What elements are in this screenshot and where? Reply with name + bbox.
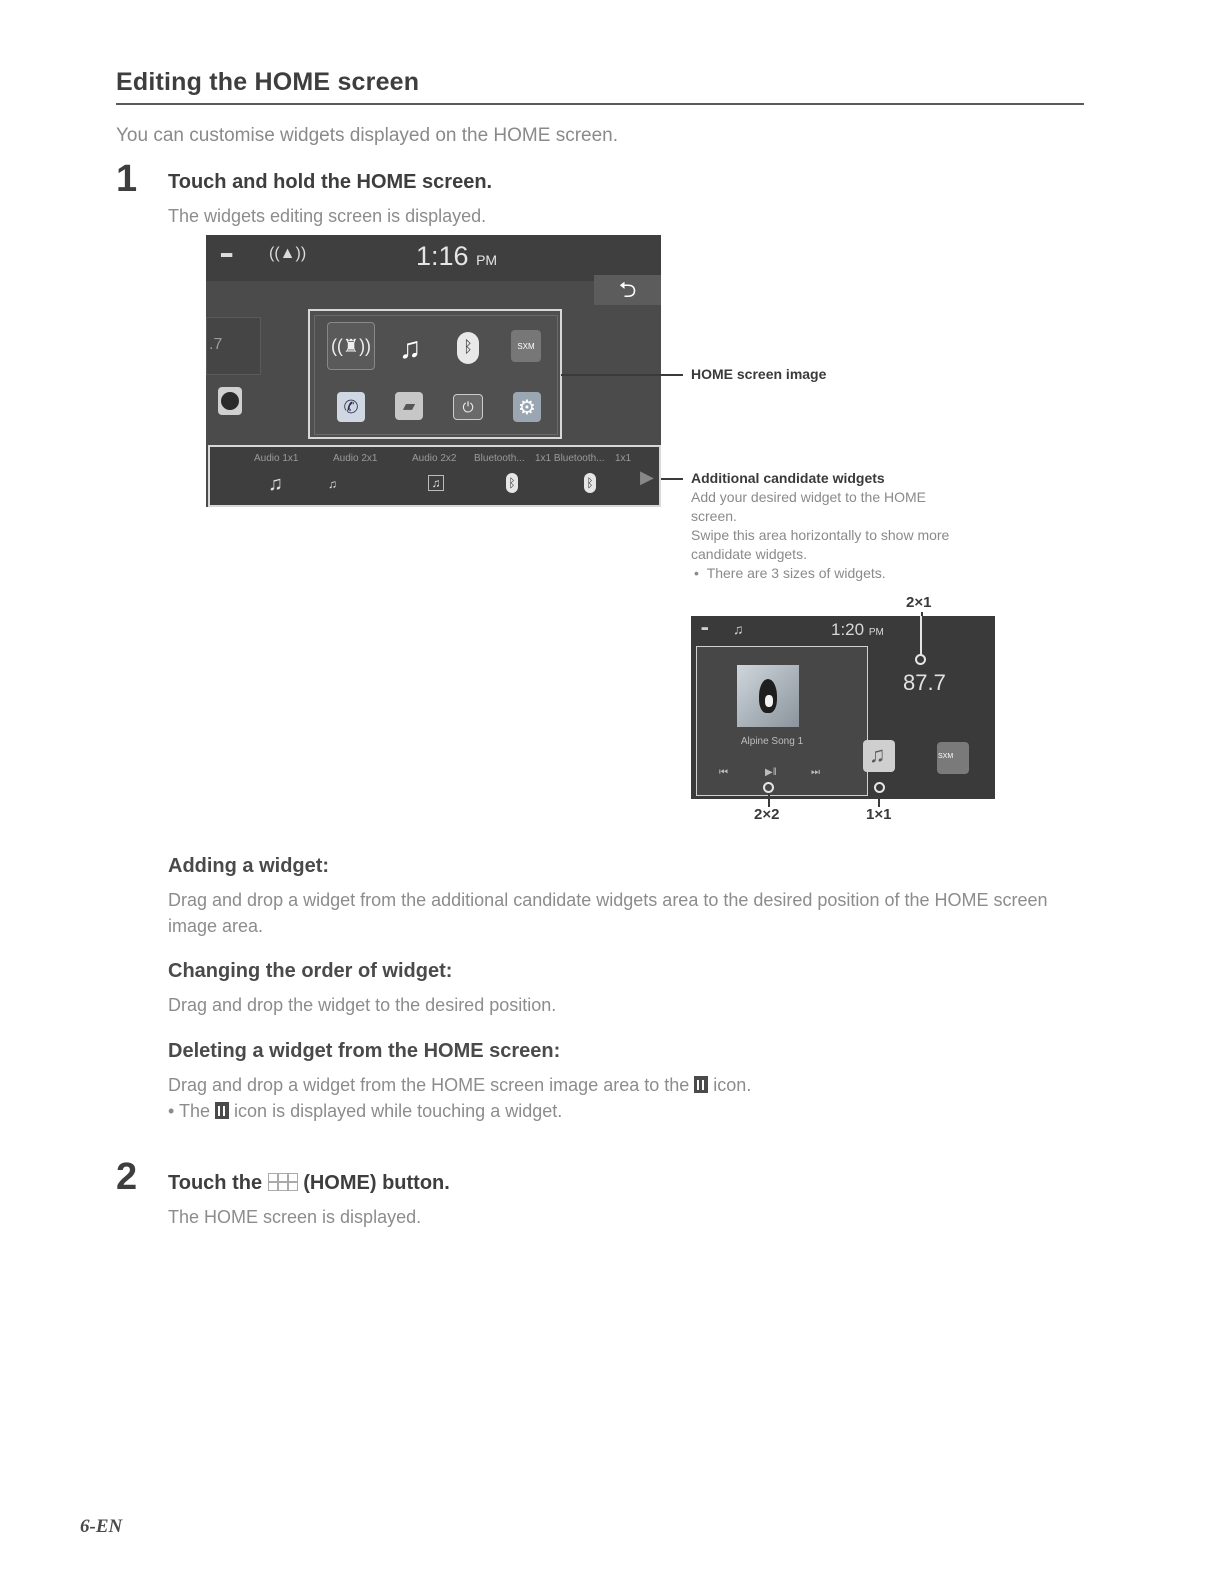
size-label-1x1: 1×1 [866,806,892,823]
trash-icon [215,1102,229,1119]
audio-widget-2x2[interactable] [696,646,868,796]
leader-2x1-top [921,612,923,616]
clock-ampm: PM [868,627,884,638]
next-track-icon[interactable]: ⏭ [811,767,820,778]
siriusxm-icon[interactable]: SXM [511,330,541,362]
page-number: 6-EN [80,1516,123,1537]
home-image-leader-line [561,374,683,376]
radio-tower-icon[interactable]: ((♜)) [327,322,375,370]
intro-text: You can customise widgets displayed on the HOME screen. [116,125,619,146]
album-art [737,665,799,727]
home-screen-image-area[interactable] [308,309,562,439]
bluetooth-icon[interactable]: ᛒ [457,332,479,364]
play-pause-icon[interactable]: ▶‖ [765,767,777,778]
siriusxm-icon[interactable]: SXM [937,742,969,774]
delete-body-pre: Drag and drop a widget from the HOME screen image area to the [168,1075,690,1095]
candidate-label-audio-1x1: Audio 1x1 [254,453,299,464]
step-2-heading-post: (HOME) button. [303,1172,450,1194]
step-2-number: 2 [116,1156,138,1198]
step-1-number: 1 [116,158,138,200]
candidate-label-audio-2x1: Audio 2x1 [333,453,378,464]
marker-2x2 [763,782,774,793]
callout-candidates-title: Additional candidate widgets [691,470,885,486]
home-grid-icon [268,1173,298,1191]
radio-frequency: 87.7 [903,670,946,695]
offscreen-widget [206,317,261,375]
candidate-label-audio-2x2: Audio 2x2 [412,453,457,464]
callout-home-screen-image: HOME screen image [691,366,827,382]
candidate-label-1x1: 1x1 [615,453,632,464]
candidate-bluetooth-icon[interactable]: ᛒ [506,473,518,493]
adding-widget-body: Drag and drop a widget from the additional candidate widgets area to the desired position of the HOME screen image area. [168,890,1048,936]
candidate-audio-2x1-icon[interactable]: ♫ [328,477,337,491]
delete-widget-body [168,1072,751,1098]
audio-status-icon: ♫ [733,621,744,637]
page-title: Editing the HOME screen [116,68,420,96]
candidate-audio-2x2-icon[interactable]: ♫ [428,475,444,491]
status-bar [206,235,661,281]
step-2-body: The HOME screen is displayed. [168,1207,422,1227]
size-label-2x1: 2×1 [906,594,932,611]
leader-2x2 [768,793,770,807]
candidate-label-bluetooth: Bluetooth... [474,453,525,464]
order-widget-body: Drag and drop the widget to the desired position. [168,995,557,1015]
callout-bullet-text: There are 3 sizes of widgets. [706,565,886,581]
song-title: Alpine Song 1 [740,736,804,747]
delete-widget-bullet: • The icon is displayed while touching a widget. [168,1101,563,1121]
clock-ampm: PM [476,252,498,268]
step-2-heading [168,1172,450,1195]
ipod-audio-icon[interactable]: ♫ [863,740,895,772]
phone-icon[interactable]: ✆ [337,392,365,422]
candidate-bluetooth-1x1-icon[interactable]: ᛒ [584,473,596,493]
callout-candidates-line2: Swipe this area horizontally to show more candidate widgets. [691,527,950,562]
callout-candidates-bullet: • There are 3 sizes of widgets. [694,565,886,581]
marker-2x1 [915,654,926,665]
delete-widget-heading: Deleting a widget from the HOME screen: [168,1040,561,1062]
adding-widget-heading: Adding a widget: [168,855,330,877]
home-screen-example [691,616,995,799]
previous-track-icon[interactable]: ⏮ [719,767,728,778]
leader-2x1 [920,616,922,656]
delete-bullet-pre: The [178,1101,211,1121]
music-note-icon[interactable]: ♫ [398,332,422,365]
camera-widget-icon [218,387,242,415]
clock [831,620,884,640]
size-label-2x2: 2×2 [754,806,780,823]
marker-1x1 [874,782,885,793]
photo-icon[interactable]: ▰ [395,392,423,420]
delete-body-post: icon. [713,1075,752,1095]
callout-candidates-line1: Add your desired widget to the HOME screen. [691,489,927,524]
step-1-heading: Touch and hold the HOME screen. [168,171,493,193]
apps-grid-icon[interactable]: ▪▪▪ [220,247,232,264]
step-1-body: The widgets editing screen is displayed. [168,206,487,226]
step-2-heading-pre: Touch the [168,1172,263,1194]
offscreen-widget-value: .7 [209,336,223,353]
candidates-leader-line [661,478,683,480]
home-image-inner [314,315,558,435]
clock [416,241,497,272]
settings-gear-icon[interactable]: ⚙ [513,392,541,422]
leader-1x1 [878,793,880,807]
scroll-right-arrow-icon[interactable]: ▶ [640,467,654,487]
title-rule [116,103,1084,105]
candidate-label-bluetooth-1x1: 1x1 Bluetooth... [535,453,605,464]
radio-antenna-icon: ((▲)) [269,245,307,262]
delete-bullet-post: icon is displayed while touching a widget. [234,1101,563,1121]
candidate-widgets-area[interactable] [208,445,661,507]
clock-time: 1:20 [831,620,865,639]
power-off-icon[interactable]: ⏻ [453,394,483,420]
clock-time: 1:16 [416,241,469,271]
trash-icon [694,1076,708,1093]
apps-grid-icon[interactable]: ▪▪▪ [701,623,707,635]
candidate-audio-1x1-icon[interactable]: ♫ [268,473,283,495]
widgets-editing-screen [206,235,661,507]
back-button[interactable]: ⮌ [594,275,661,305]
order-widget-heading: Changing the order of widget: [168,960,453,982]
